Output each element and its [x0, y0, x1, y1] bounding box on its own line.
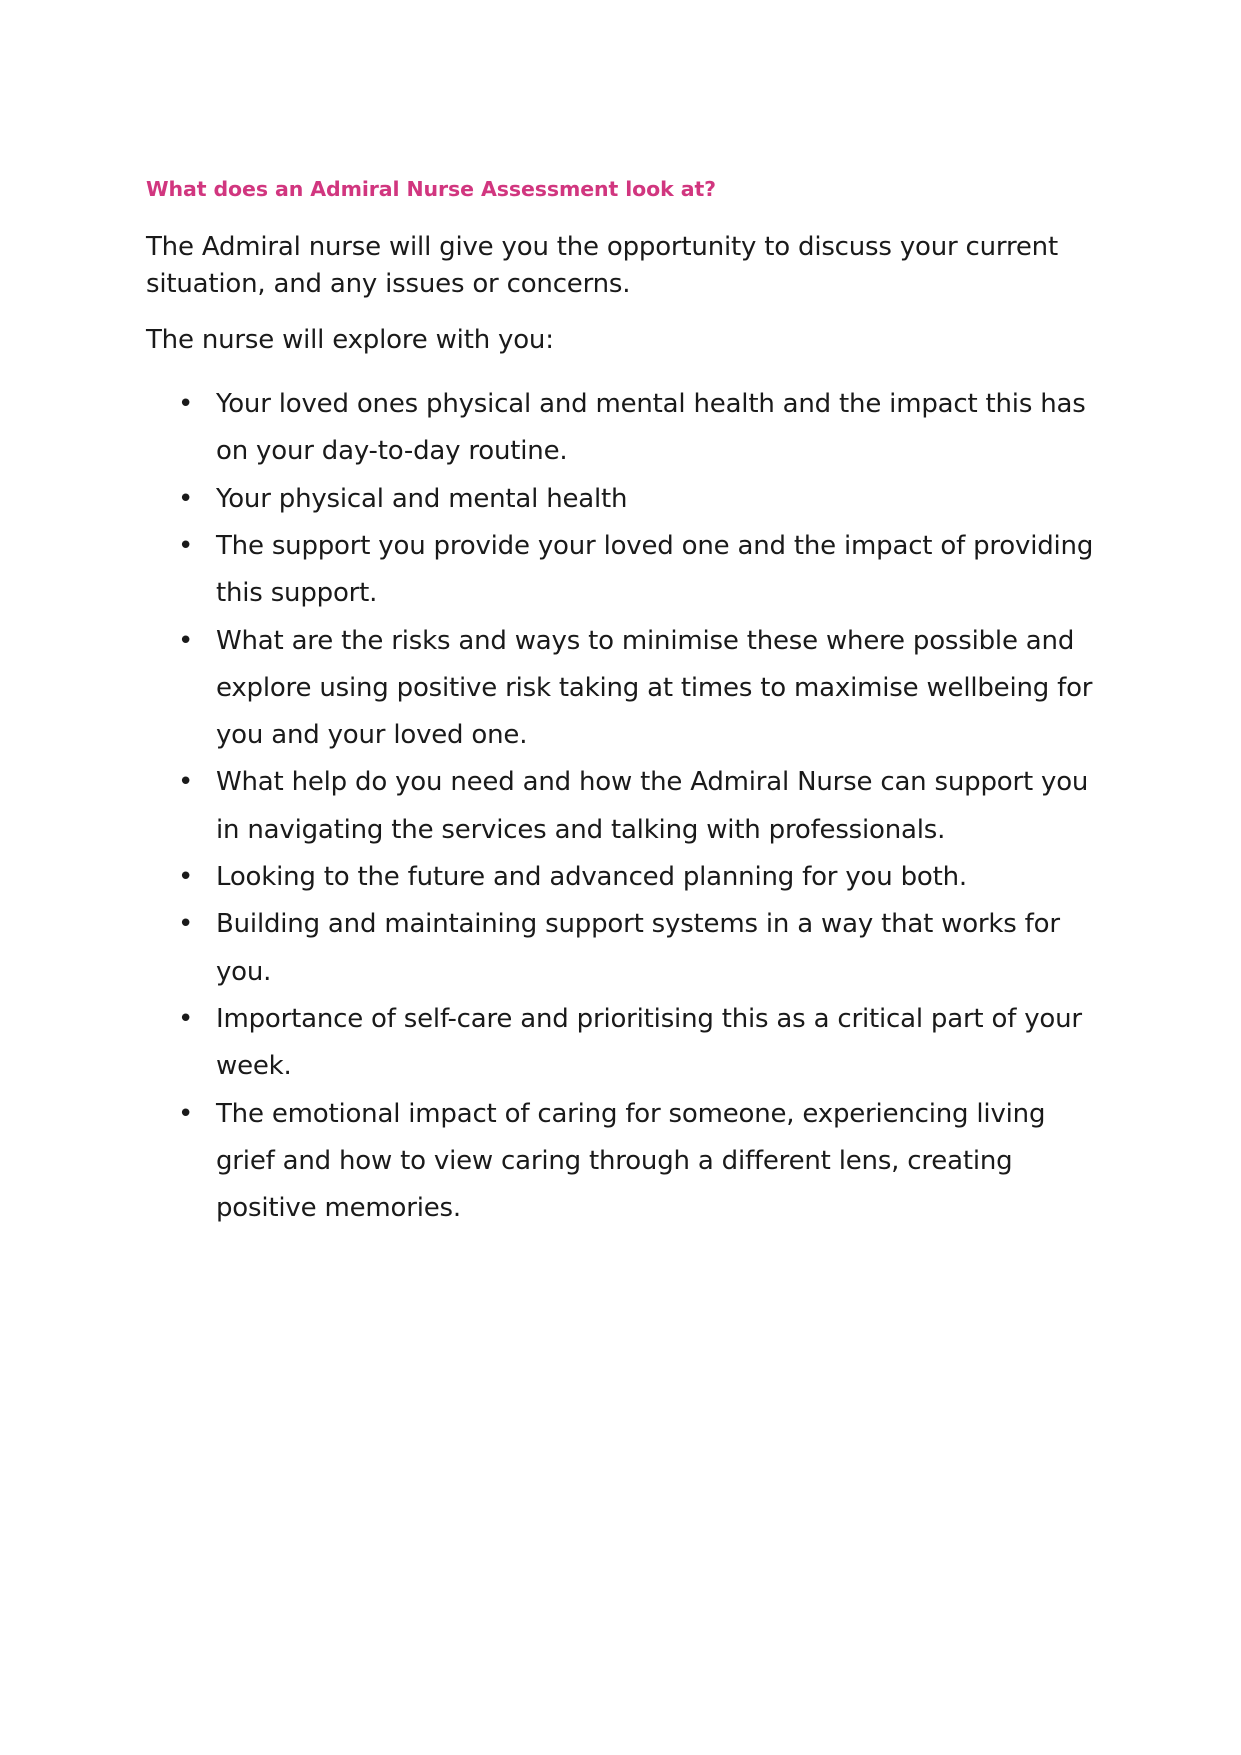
list-item-label: Your loved ones physical and mental health and the impact this has on your day-to-day routine.	[216, 388, 1086, 467]
list-item	[146, 854, 1096, 901]
lead-in-paragraph: The nurse will explore with you:	[146, 324, 554, 355]
list-item-label: The support you provide your loved one and the impact of providing this support.	[216, 530, 1094, 609]
assessment-bullet-list	[146, 381, 1096, 1233]
bullet-icon: •	[178, 530, 194, 561]
bullet-icon: •	[178, 909, 194, 940]
list-item	[146, 476, 1096, 523]
list-item	[146, 618, 1096, 760]
bullet-icon: •	[178, 388, 194, 419]
bullet-icon: •	[178, 862, 194, 893]
list-item-label: Importance of self-care and prioritising this as a critical part of your week.	[216, 1004, 1082, 1082]
document-content	[146, 176, 1096, 1233]
bullet-icon: •	[178, 625, 194, 656]
list-item	[146, 1091, 1096, 1233]
list-item	[146, 901, 1096, 996]
list-item-label: Looking to the future and advanced planning for you both.	[216, 862, 967, 893]
list-item-label: What help do you need and how the Admiral Nurse can support you in navigating the services and talking with professionals.	[216, 767, 1089, 845]
list-item-label: The emotional impact of caring for someone, experiencing living grief and how to view caring through a different lens, creating positive memories.	[216, 1098, 1046, 1224]
list-item-label: Building and maintaining support systems in a way that works for you.	[216, 909, 1060, 987]
list-item	[146, 523, 1096, 618]
list-item	[146, 381, 1096, 476]
list-item	[146, 996, 1096, 1091]
bullet-icon: •	[178, 1004, 194, 1035]
intro-paragraph: The Admiral nurse will give you the opportunity to discuss your current situation, and any issues or concerns.	[146, 231, 1058, 300]
page-title: What does an Admiral Nurse Assessment look at?	[146, 177, 716, 201]
bullet-icon: •	[178, 1098, 194, 1129]
list-item	[146, 759, 1096, 854]
bullet-icon: •	[178, 483, 194, 514]
list-item-label: What are the risks and ways to minimise these where possible and explore using positive risk taking at times to maximise wellbeing for you and your loved one.	[216, 625, 1093, 751]
bullet-icon: •	[178, 767, 194, 798]
list-item-label: Your physical and mental health	[216, 483, 628, 514]
